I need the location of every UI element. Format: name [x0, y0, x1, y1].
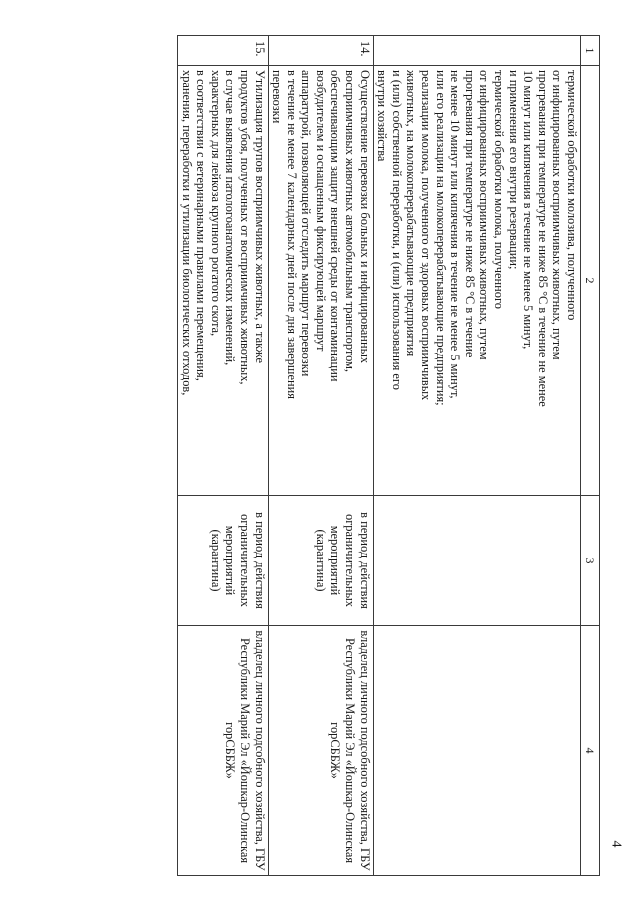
- text-line: Утилизация трупов восприимчивых животных, а также: [252, 70, 267, 364]
- text-line: характерных для лейкоза крупного рогатого скота,: [208, 70, 223, 337]
- text-line: от инфицированных восприимчивых животных, путем: [477, 70, 492, 360]
- text-line: реализации молока, полученного от здоровых восприимчивых: [419, 70, 434, 401]
- text-line: термической обработки молозива, полученного: [565, 70, 579, 321]
- header-col-1: 1: [581, 36, 600, 66]
- text-line: от инфицированных восприимчивых животных, путем: [550, 70, 565, 360]
- text-line: в соответствии с ветеринарными правилами перемещения,: [194, 70, 209, 381]
- text-line: и применения его внутри резервации;: [506, 70, 521, 270]
- text-line: в случае выявления патологоанатомических изменений,: [223, 70, 238, 366]
- text-line: возбудителем и оснащенным фиксирующей маршрут: [313, 70, 328, 352]
- text-line: восприимчивых животных автомобильным транспортом,: [343, 70, 358, 373]
- page-number: 4: [608, 840, 624, 848]
- text-line: животных, на молокоперерабатывающие предприятия: [404, 70, 419, 357]
- rotated-table-page: [40, 35, 600, 875]
- header-col-4: 4: [581, 626, 600, 876]
- row-number: 14.: [268, 36, 373, 66]
- measure-text: [177, 66, 268, 496]
- text-line: прогревания при температуре не ниже 85 °С в течение: [462, 70, 477, 358]
- measure-text: [268, 66, 373, 496]
- text-line: и (или) собственной переработки, и (или) использования его: [389, 70, 404, 390]
- period-cell: в период действия ограничительных мероприятий (карантина): [177, 496, 268, 626]
- text-line: перевозки: [270, 70, 285, 124]
- responsible-cell: [373, 626, 580, 876]
- measure-text: [373, 66, 580, 496]
- text-line: хранения, переработки и утилизации биологических отходов,: [179, 70, 194, 396]
- header-col-3: 3: [581, 496, 600, 626]
- text-line: не менее 10 минут или кипячения в течение не менее 5 минут,: [448, 70, 463, 399]
- text-line: внутри хозяйства: [375, 70, 390, 162]
- text-line: 10 минут или кипячения в течение не менее 5 минут,: [521, 70, 536, 350]
- text-line: в течение не менее 7 календарных дней после дня завершения: [284, 70, 299, 399]
- table-row: [268, 36, 373, 876]
- period-cell: [373, 496, 580, 626]
- text-line: Осуществление перевозки больных и инфицированных: [357, 70, 372, 364]
- header-col-2: 2: [581, 66, 600, 496]
- text-line: термической обработки молока, полученного: [492, 70, 507, 309]
- row-number: [373, 36, 580, 66]
- text-line: обеспечивающим защиту внешней среды от контаминации: [328, 70, 343, 382]
- text-line: прогревания при температуре не ниже 85 °С в течение не менее: [535, 70, 550, 407]
- text-line: продуктов убоя, полученных от восприимчивых животных,: [237, 70, 252, 385]
- row-number: 15.: [177, 36, 268, 66]
- measures-table: [177, 35, 600, 876]
- text-line: или его реализации на молокоперерабатывающие предприятия;: [433, 70, 448, 406]
- header-row: [581, 36, 600, 876]
- text-line: аппаратурой, позволяющей отследить маршрут перевозки: [299, 70, 314, 377]
- table-row: [177, 36, 268, 876]
- table-row: [373, 36, 580, 876]
- responsible-cell: владелец личного подсобного хозяйства, ГБУ Республики Марий Эл «Йошкар-Олинская горСББЖ»: [268, 626, 373, 876]
- period-cell: в период действия ограничительных мероприятий (карантина): [268, 496, 373, 626]
- responsible-cell: владелец личного подсобного хозяйства, ГБУ Республики Марий Эл «Йошкар-Олинская горСББЖ»: [177, 626, 268, 876]
